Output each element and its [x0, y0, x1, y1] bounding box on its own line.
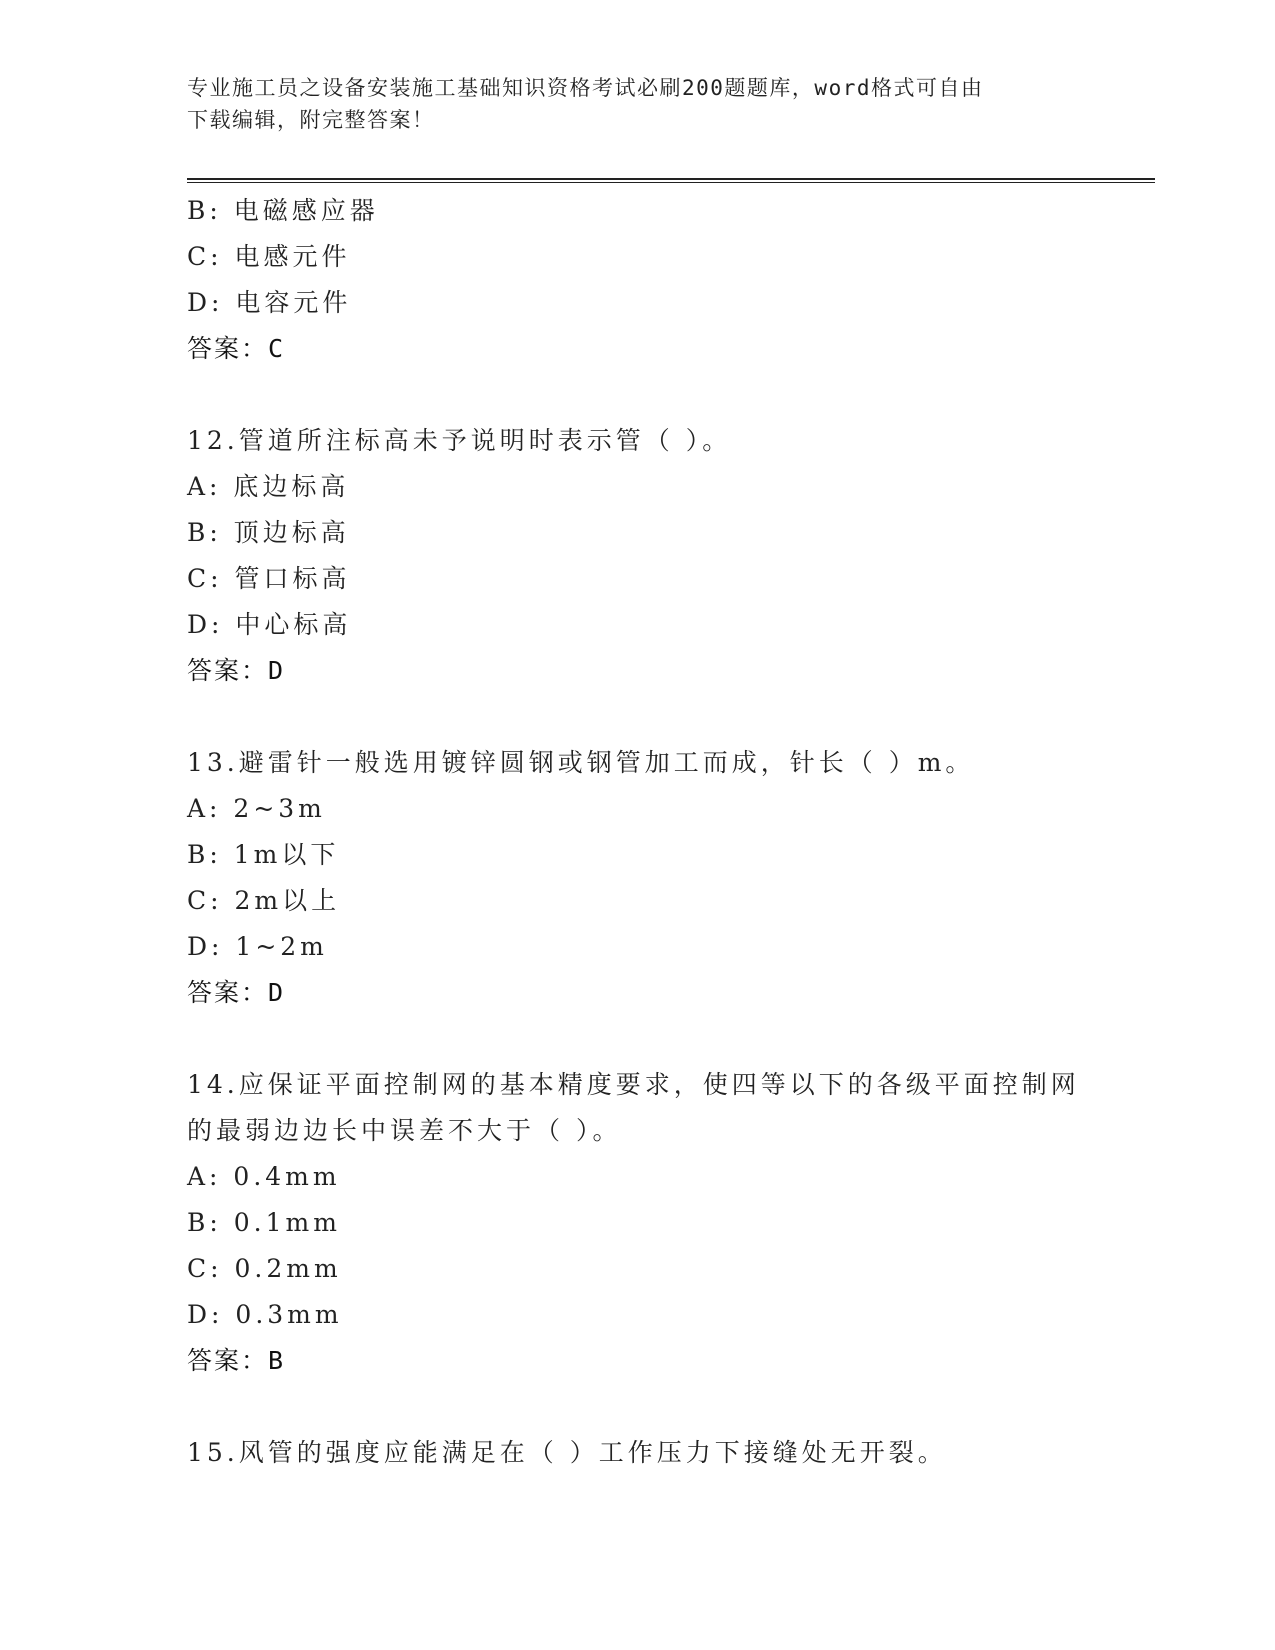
- option-b: B: 0.1mm: [187, 1208, 341, 1237]
- option-d: D: 电容元件: [187, 288, 352, 317]
- header-divider-thin: [187, 182, 1155, 183]
- option-b: B: 电磁感应器: [187, 196, 379, 225]
- option-b: B: 1m以下: [187, 840, 340, 869]
- option-c: C: 2m以上: [187, 886, 341, 915]
- page-header: [187, 72, 1067, 136]
- question-11-continued: [187, 188, 1087, 372]
- option-c: C: 0.2mm: [187, 1254, 342, 1283]
- question-stem-line-1: 14.应保证平面控制网的基本精度要求，使四等以下的各级平面控制网: [187, 1070, 1080, 1099]
- option-d: D: 中心标高: [187, 610, 352, 639]
- answer-line: 答案：B: [187, 1346, 286, 1375]
- option-b: B: 顶边标高: [187, 518, 350, 547]
- option-a: A: 0.4mm: [187, 1162, 341, 1191]
- option-c: C: 电感元件: [187, 242, 351, 271]
- question-stem: 13.避雷针一般选用镀锌圆钢或钢管加工而成，针长（ ）m。: [187, 748, 975, 777]
- option-d: D: 1~2m: [187, 932, 328, 961]
- header-title-line-1: 专业施工员之设备安装施工基础知识资格考试必刷200题题库，word格式可自由: [187, 76, 984, 100]
- question-12: [187, 418, 1087, 694]
- question-14: [187, 1062, 1087, 1384]
- answer-line: 答案：C: [187, 334, 286, 363]
- answer-line: 答案：D: [187, 978, 286, 1007]
- answer-line: 答案：D: [187, 656, 286, 685]
- question-15: [187, 1430, 1087, 1476]
- question-13: [187, 740, 1087, 1016]
- header-title-line-2: 下载编辑，附完整答案！: [187, 108, 435, 132]
- option-c: C: 管口标高: [187, 564, 351, 593]
- question-stem: 12.管道所注标高未予说明时表示管（ ）。: [187, 426, 732, 455]
- option-a: A: 底边标高: [187, 472, 350, 501]
- option-d: D: 0.3mm: [187, 1300, 343, 1329]
- question-list: [187, 188, 1087, 1476]
- question-stem-line-2: 的最弱边边长中误差不大于（ ）。: [187, 1116, 622, 1145]
- question-stem: 15.风管的强度应能满足在（ ）工作压力下接缝处无开裂。: [187, 1438, 947, 1467]
- header-divider-thick: [187, 178, 1155, 180]
- option-a: A: 2~3m: [187, 794, 326, 823]
